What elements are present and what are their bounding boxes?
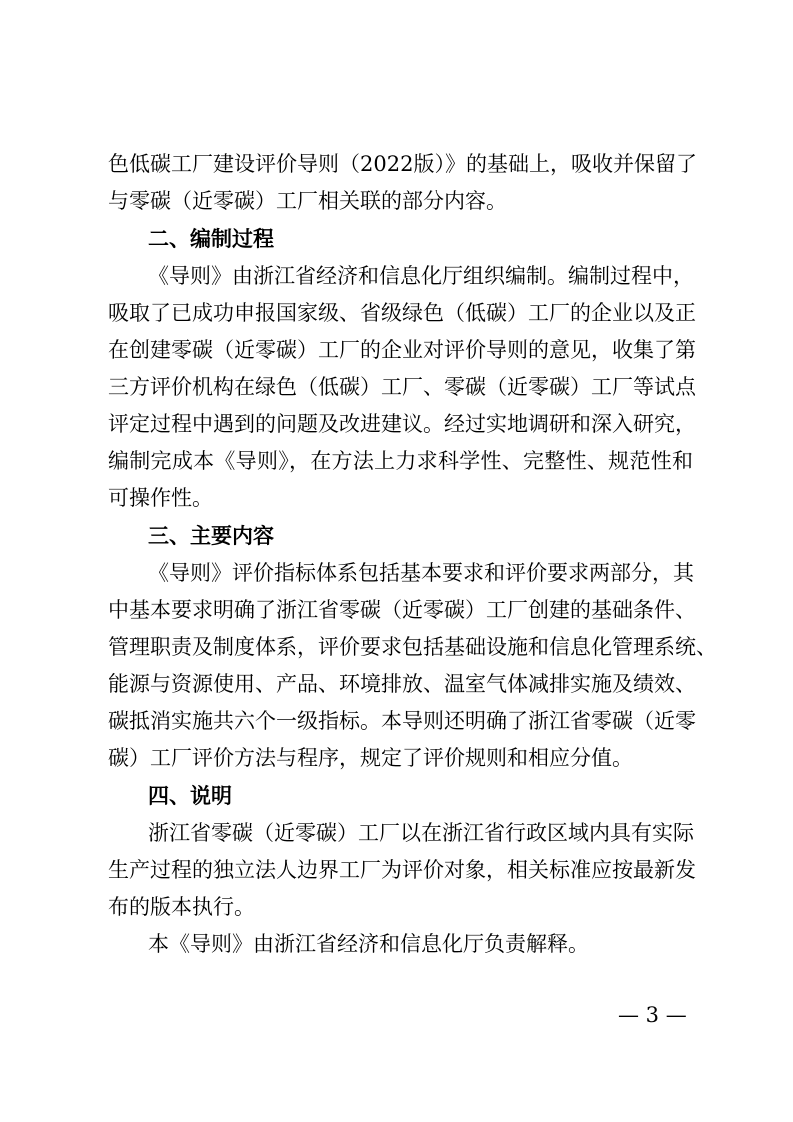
section4-closing-line: 本《导则》由浙江省经济和信息化厅负责解释。 [148, 932, 589, 956]
section-heading-compilation-process: 二、编制过程 [148, 227, 274, 251]
intro-line-1: 色低碳工厂建设评价导则（2022版）》的基础上，吸收并保留了 [108, 152, 697, 176]
section3-line-5: 碳抵消实施共六个一级指标。本导则还明确了浙江省零碳（近零 [108, 709, 696, 733]
section4-line-1: 浙江省零碳（近零碳）工厂以在浙江省行政区域内具有实际 [148, 821, 694, 845]
section2-line-2: 吸取了已成功申报国家级、省级绿色（低碳）工厂的企业以及正 [108, 301, 696, 325]
section4-line-2: 生产过程的独立法人边界工厂为评价对象，相关标准应按最新发 [108, 858, 696, 882]
section2-line-7: 可操作性。 [108, 486, 213, 510]
section2-line-6: 编制完成本《导则》，在方法上力求科学性、完整性、规范性和 [108, 449, 693, 473]
section2-line-5: 评定过程中遇到的问题及改进建议。经过实地调研和深入研究， [108, 412, 696, 436]
page-number: — 3 — [618, 1003, 687, 1027]
section-heading-explanation: 四、说明 [148, 784, 232, 808]
intro-line-2: 与零碳（近零碳）工厂相关联的部分内容。 [108, 189, 507, 213]
section3-line-1: 《导则》评价指标体系包括基本要求和评价要求两部分，其 [148, 561, 694, 585]
section2-line-3: 在创建零碳（近零碳）工厂的企业对评价导则的意见，收集了第 [108, 338, 696, 362]
section2-line-1: 《导则》由浙江省经济和信息化厅组织编制。编制过程中， [148, 264, 694, 288]
section3-line-4: 能源与资源使用、产品、环境排放、温室气体减排实施及绩效、 [108, 672, 696, 696]
section2-line-4: 三方评价机构在绿色（低碳）工厂、零碳（近零碳）工厂等试点 [108, 375, 696, 399]
section4-line-3: 布的版本执行。 [108, 895, 255, 919]
section3-line-2: 中基本要求明确了浙江省零碳（近零碳）工厂创建的基础条件、 [108, 598, 696, 622]
section3-line-3: 管理职责及制度体系，评价要求包括基础设施和信息化管理系统、 [108, 635, 717, 659]
section3-line-6: 碳）工厂评价方法与程序，规定了评价规则和相应分值。 [108, 746, 633, 770]
section-heading-main-content: 三、主要内容 [148, 524, 274, 548]
